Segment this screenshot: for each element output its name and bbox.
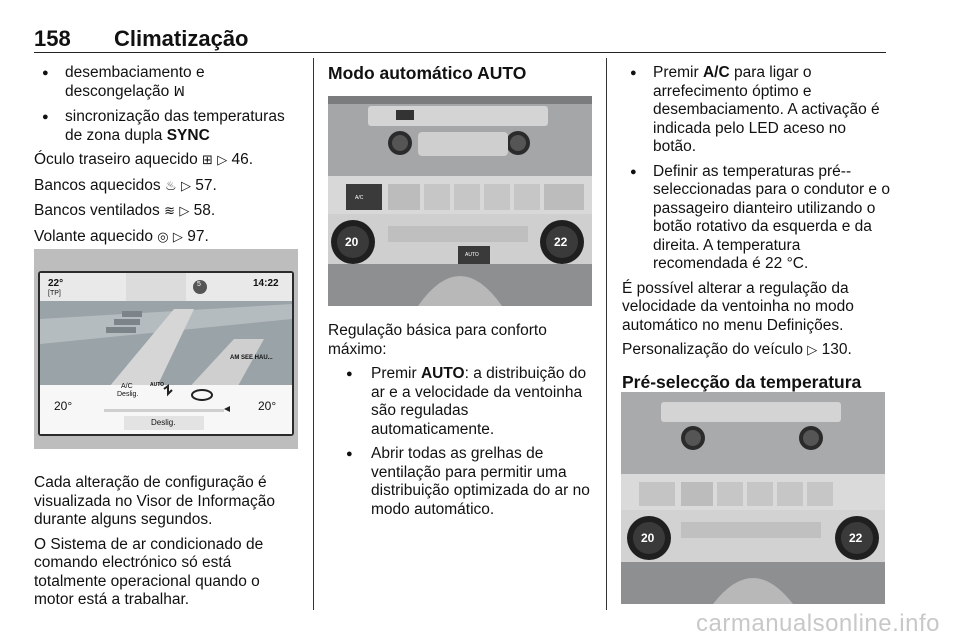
watermark: carmanualsonline.info (696, 610, 940, 637)
display-badge: 5 (197, 281, 201, 288)
temperature-panel-drawing (621, 392, 885, 604)
page-header (34, 26, 886, 53)
page-ref-icon: ▷ (180, 178, 191, 194)
paragraph: Personalização do veículo ▷ 130. (622, 341, 852, 358)
paragraph: Cada alteração de configuração é visualizada no Visor de Informação durante alguns segundos. (34, 474, 275, 528)
column-1-lower (34, 474, 298, 616)
panel-temp-right: 22 (554, 235, 568, 249)
climate-panel-image (328, 96, 592, 306)
section-heading: Pré-selecção da temperatura (622, 371, 862, 392)
paragraph: O Sistema de ar condicionado de comando electrónico só está totalmente operacional quando o motor está a trabalhar. (34, 535, 264, 608)
list-item: ● Premir AUTO: a distribuição do ar e a velocidade da ventoinha são reguladas automaticamente. (328, 365, 592, 439)
paragraph: É possível alterar a regulação da velocidade da ventoinha no modo automático no menu Definições. (622, 279, 854, 334)
page-ref-icon: ▷ (807, 343, 818, 358)
heated-wheel-icon: ◎ (157, 229, 169, 245)
display-ac-off-label: Deslig. (117, 391, 139, 398)
column-2 (328, 64, 592, 83)
column-2-lower (328, 322, 592, 525)
heated-seats-line: Bancos aquecidos ♨ ▷ 57. (34, 176, 217, 194)
page-ref-icon: ▷ (172, 229, 183, 245)
ventilated-seats-line: Bancos ventilados ≋ ▷ 58. (34, 202, 216, 219)
heated-seat-icon: ♨ (164, 178, 177, 194)
display-tp: [TP] (48, 290, 61, 297)
panel-ac-button: A/C (355, 195, 364, 201)
page-number: 158 (34, 26, 71, 51)
display-bottom-label: Deslig. (151, 418, 176, 427)
section-title: Climatização (114, 26, 249, 51)
display-ac-label: A/C (121, 383, 133, 390)
panel-temp-left: 20 (345, 235, 359, 249)
display-temp-left: 20° (54, 399, 73, 413)
section-heading: Modo automático AUTO (328, 63, 527, 83)
rear-window-line: Óculo traseiro aquecido ⊞ ▷ 46. (34, 151, 254, 168)
climate-panel-drawing (328, 96, 592, 306)
display-auto-label: AUTO (150, 382, 165, 388)
list-item: ● desembaciamento e descongelação ꟽ (34, 64, 298, 102)
list-item: ● Premir A/C para ligar o arrefecimento óptimo e desembaciamento. A activação é indicada pelo LED aceso no botão. (622, 64, 892, 157)
page-ref-icon: ▷ (179, 204, 190, 219)
display-road-label: AM SEE HAU... (230, 355, 273, 361)
panel-temp-left: 20 (641, 531, 655, 545)
display-temp-top: 22° (48, 278, 64, 289)
list-item: ● Definir as temperaturas pré--seleccionadas para o condutor e o passageiro dianteiro utilizando o botão rotativo da esquerda e da direita. A temperatura recomendada é 22 °C. (622, 163, 892, 274)
ventilated-seat-icon: ≋ (164, 204, 176, 219)
column-3 (622, 64, 892, 391)
display-temp-right: 20° (258, 399, 277, 413)
list-item: ● Abrir todas as grelhas de ventilação para permitir uma distribuição optimizada do ar no modo automático. (328, 445, 592, 519)
info-display-image (34, 249, 298, 449)
heated-wheel-line: Volante aquecido ◎ ▷ 97. (34, 227, 209, 245)
display-clock: 14:22 (253, 278, 279, 289)
windscreen-defrost-icon: ꟽ (173, 84, 185, 100)
rear-window-heat-icon: ⊞ (202, 153, 213, 168)
paragraph: Regulação básica para conforto máximo: (328, 322, 547, 358)
panel-auto-button: AUTO (465, 252, 479, 258)
temperature-panel-image (621, 392, 885, 604)
page-ref-icon: ▷ (217, 153, 228, 168)
column-divider (606, 58, 607, 610)
list-item: ● sincronização das temperaturas de zona dupla SYNC (34, 108, 298, 145)
column-divider (313, 58, 314, 610)
panel-temp-right: 22 (849, 531, 863, 545)
column-1 (34, 64, 298, 253)
